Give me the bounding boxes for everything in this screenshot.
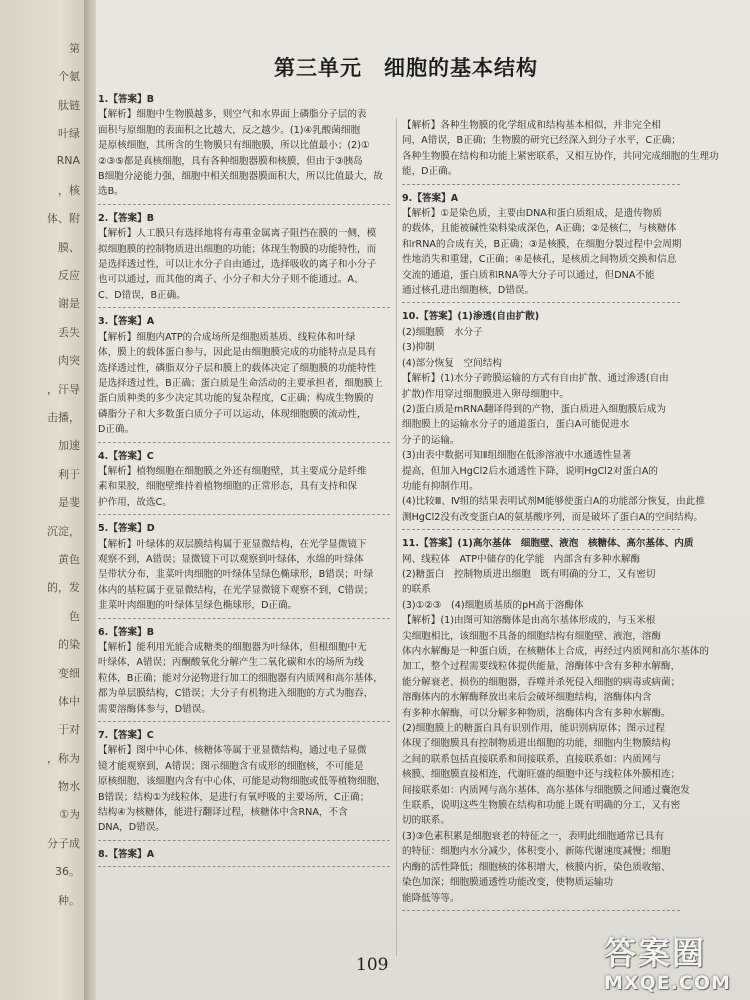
answer-text-line: 6.【答案】B — [98, 626, 155, 638]
answer-item — [98, 728, 390, 841]
answer-item — [98, 521, 390, 618]
answer-text-line: 尖细胞相比，该细胞不具备的细胞结构有细胞壁、液泡，溶酶 — [402, 630, 662, 642]
left-page-fragment: 膜、 — [58, 240, 80, 254]
answer-text-line: 【解析】细胞内ATP的合成场所是细胞质基质、线粒体和叶绿 — [98, 331, 356, 343]
answer-text-line: 网、线粒体 ATP中储存的化学能 内部含有多种水解酶 — [402, 553, 641, 565]
dashed-separator — [98, 840, 390, 841]
answer-text-line: 需要溶酶体参与，D错误。 — [98, 703, 211, 715]
answer-text-line: (2)细胞膜 水分子 — [402, 326, 483, 338]
answer-text-line: (4)比较Ⅲ、Ⅳ组的结果表明试剂M能够使蛋白A的功能部分恢复，由此推 — [402, 496, 705, 508]
left-page-fragment: 种。 — [58, 893, 80, 907]
left-page-fragment: 第 — [69, 42, 80, 55]
left-page-fragment: ，称为 — [47, 751, 80, 765]
answer-text-line: 4.【答案】C — [98, 450, 154, 462]
left-page-fragment: ，汗导 — [47, 382, 80, 396]
left-page-fragment: 沉淀， — [47, 524, 80, 538]
dashed-separator — [402, 184, 680, 185]
answer-text-line: 选择透过性，磷脂双分子层和膜上的载体决定了细胞膜的功能特性 — [98, 362, 377, 374]
answer-text-line: 内酶的活性降低；细胞核的体积增大，核膜内折，染色质收缩、 — [402, 861, 671, 873]
dashed-separator — [402, 910, 680, 911]
left-page-fragment: 击播， — [47, 411, 80, 425]
answer-item — [402, 309, 705, 530]
answer-text-line: 【解析】(1)水分子跨膜运输的方式有自由扩散、通过渗透(自由 — [402, 373, 669, 385]
left-page-fragment: 谢是 — [58, 297, 80, 311]
answer-item — [98, 92, 390, 205]
left-page-fragment: 是斐 — [58, 496, 80, 510]
page-title: 第三单元 细胞的基本结构 — [274, 55, 538, 80]
answer-text-line: (4)部分恢复 空间结构 — [402, 357, 502, 369]
left-page-fragment: 黄色 — [58, 552, 80, 566]
watermark-top-text: 答案圈 — [604, 934, 707, 972]
answer-text-line: 提高，但加入HgCl2后水通透性下降，说明HgCl2对蛋白A的 — [402, 465, 658, 477]
answer-text-line: 同，A错误，B正确；生物膜的研究已经深入到分子水平，C正确； — [402, 135, 681, 147]
answer-text-line: 测HgCl2没有改变蛋白A的氨基酸序列，而是破坏了蛋白A的空间结构。 — [402, 511, 703, 523]
column-divider — [396, 118, 397, 956]
answer-text-line: 也可以通过，而其他的离子、小分子和大分子则不能通过。A、 — [98, 274, 364, 286]
answer-text-line: 通过核孔进出细胞核，D错误。 — [402, 285, 535, 297]
answer-text-line: 观察不到，A错误；显微镜下可以观察到叶绿体，水绵的叶绿体 — [98, 553, 364, 565]
answer-text-line: 【解析】植物细胞在细胞膜之外还有细胞壁，其主要成分是纤维 — [98, 465, 367, 477]
answer-text-line: 素和果胶，细胞壁维持着植物细胞的正常形态，具有支持和保 — [98, 481, 358, 493]
left-page-fragment: 叶绿 — [58, 127, 80, 141]
answer-text-line: 加工，整个过程需要线粒体提供能量，溶酶体中含有多种水解酶， — [402, 661, 681, 673]
answer-text-line: 【解析】能利用光能合成糖类的细胞器为叶绿体，但根细胞中无 — [98, 642, 367, 653]
dashed-separator — [98, 618, 390, 619]
answer-text-line: 【解析】图中中心体、核糖体等属于亚显微结构，通过电子显微 — [98, 745, 367, 757]
answer-text-line: 10.【答案】(1)渗透(自由扩散) — [402, 311, 540, 323]
page-number: 109 — [356, 955, 389, 975]
answer-text-line: 呈带状分布，韭菜叶肉细胞的叶绿体呈绿色椭球形，B错误；叶绿 — [98, 569, 374, 581]
answer-text-line: 体现了细胞膜具有控制物质进出细胞的功能，细胞内生物膜结构 — [402, 738, 671, 750]
answer-text-line: (3)由表中数据可知Ⅱ组细胞在低渗溶液中水通透性显著 — [402, 450, 632, 462]
left-page-fragment: 肽链 — [58, 98, 80, 112]
answer-text-line: 能，D正确。 — [402, 166, 458, 178]
answer-text-line: 7.【答案】C — [98, 730, 154, 742]
answer-text-line: 扩散)作用穿过细胞膜进入卵母细胞中。 — [402, 388, 569, 400]
dashed-separator — [402, 302, 680, 303]
answer-text-line: 结构④为核糖体，能进行翻译过程，核糖体中含RNA，不含 — [98, 807, 348, 819]
left-page-fragment: 利于 — [58, 467, 80, 481]
left-page-fragment: 丢失 — [58, 325, 80, 339]
answer-text-line: 原核细胞，该细胞内含有中心体，可能是动物细胞或低等植物细胞， — [98, 776, 386, 788]
left-page-fragment: 分子成 — [47, 836, 80, 850]
answer-text-line: 是原核细胞，其所含的生物膜只有细胞膜，所以比值最小；(2)① — [98, 140, 370, 152]
answer-text-line: 韭菜叶肉细胞的叶绿体呈绿色椭球形，D正确。 — [98, 600, 298, 612]
answer-item — [98, 625, 390, 722]
answer-item — [98, 847, 390, 867]
answer-text-line: 都为单层膜结构，C错误；大分子有机物进入细胞的方式为胞吞， — [98, 688, 374, 700]
answer-text-line: C、D错误，B正确。 — [98, 289, 186, 301]
left-page-fragment: 的染 — [58, 638, 80, 652]
answer-text-line: 溶酶体内的水解酶释放出来后会破坏细胞结构，溶酶体内含 — [402, 692, 652, 704]
dashed-separator — [98, 514, 390, 515]
answer-item — [402, 118, 719, 185]
answer-text-line: 之间的联系包括直接联系和间接联系，直接联系如：内质网与 — [402, 753, 662, 765]
left-answer-column — [98, 92, 390, 873]
dashed-separator — [98, 866, 390, 867]
answer-text-line: 【解析】叶绿体的双层膜结构属于亚显微结构，在光学显微镜下 — [98, 538, 367, 550]
answer-text-line: 核膜、细胞膜直接相连，代谢旺盛的细胞中还与线粒体外膜相连； — [402, 769, 681, 781]
watermark-bottom-text: MXQE.COM — [604, 972, 731, 994]
answer-text-line: B错误；结构①为线粒体，是进行有氧呼吸的主要场所，C正确； — [98, 791, 370, 803]
answer-text-line: 9.【答案】A — [402, 192, 459, 204]
answer-text-line: 性地消失和重建，C正确；④是核孔，是核质之间物质交换和信息 — [402, 254, 677, 266]
answer-text-line: 的联系 — [402, 584, 431, 596]
left-page-fragment: RNA — [56, 153, 80, 167]
dashed-separator — [98, 307, 390, 308]
right-answer-column — [402, 118, 719, 917]
answer-text-line: 护作用，故选C。 — [98, 496, 172, 508]
answer-item — [98, 449, 390, 516]
left-page-fragment: 变细 — [58, 666, 80, 680]
answer-text-line: 体内的基粒属于亚显微结构，在光学显微镜下观察不到，C错误； — [98, 584, 374, 596]
answer-text-line: 细胞膜上的运输水分子的通道蛋白，蛋白A可能促进水 — [402, 419, 630, 431]
textbook-page — [96, 0, 750, 1000]
answer-text-line: 是选择透过性，B正确；蛋白质是生命活动的主要承担者，细胞膜上 — [98, 377, 383, 389]
answer-text-line: 【解析】(1)由图可知溶酶体是由高尔基体形成的，与玉米根 — [402, 615, 656, 627]
left-page-fragment: 于对 — [58, 723, 80, 737]
answer-text-line: 能分解衰老、损伤的细胞器，吞噬并杀死侵入细胞的病毒或病菌； — [402, 676, 681, 688]
answer-text-line: (2)糖蛋白 控制物质进出细胞 既有明确的分工，又有密切 — [402, 568, 656, 580]
answer-text-line: 切的联系。 — [402, 815, 450, 827]
answer-text-line: 间接联系如：内质网与高尔基体、高尔基体与细胞膜之间通过囊泡发 — [402, 784, 690, 796]
left-page-fragment: 反应 — [58, 269, 80, 283]
answer-text-line: 面积与原细胞的表面积之比越大，反之越少。(1)④乳酸菌细胞 — [98, 124, 361, 136]
answer-text-line: 能降低等等。 — [402, 892, 460, 904]
answer-text-line: (3)抑制 — [402, 342, 435, 354]
answer-text-line: 粒体，B正确；能对分泌物进行加工的细胞器有内质网和高尔基体， — [98, 672, 383, 684]
answer-text-line: D正确。 — [98, 424, 135, 436]
answer-text-line: 3.【答案】A — [98, 316, 155, 328]
watermark-logo — [604, 928, 744, 994]
left-page-fragment: 肉突 — [58, 354, 80, 368]
answer-text-line: 的特征：细胞内水分减少，体积变小，新陈代谢速度减慢；细胞 — [402, 846, 671, 858]
answer-text-line: 2.【答案】B — [98, 212, 155, 224]
left-page-fragment: ①为 — [59, 808, 80, 822]
left-page-fragment: 个氨 — [58, 70, 80, 84]
answer-text-line: (2)细胞膜上的糖蛋白具有识别作用，能识别病原体；图示过程 — [402, 723, 666, 735]
answer-text-line: 拟细胞膜的控制物质进出细胞的功能；体现生物膜的功能特性，而 — [98, 243, 377, 255]
answer-text-line: (3)③色素积累是细胞衰老的特征之一，表明此细胞通常已具有 — [402, 830, 665, 842]
answer-text-line: (3)①②③ (4)细胞质基质的pH高于溶酶体 — [402, 599, 584, 611]
answer-text-line: 【解析】各种生物膜的化学组成和结构基本相似，并非完全相 — [402, 120, 662, 131]
answer-text-line: 蛋白质种类的多少决定其功能的复杂程度，C正确；构成生物膜的 — [98, 393, 374, 405]
answer-text-line: ②③⑤都是真核细胞，具有各种细胞器膜和核膜，但由于③胰岛 — [98, 155, 363, 167]
left-page-fragment: 体中 — [58, 694, 80, 708]
answer-item — [98, 314, 390, 442]
answer-text-line: 生联系，说明这些生物膜在结构和功能上既有明确的分工，又有密 — [402, 800, 681, 812]
answer-text-line: 选B。 — [98, 186, 124, 198]
answer-text-line: 是选择透过性，可以让水分子自由通过，选择吸收的离子和小分子 — [98, 259, 377, 271]
answer-text-line: 8.【答案】A — [98, 848, 155, 860]
dashed-separator — [402, 529, 680, 530]
answer-item — [98, 211, 390, 308]
answer-item — [402, 191, 680, 304]
answer-text-line: 交流的通道，蛋白质和RNA等大分子可以通过，但DNA不能 — [402, 269, 655, 281]
answer-text-line: 11.【答案】(1)高尔基体 细胞壁、液泡 核糖体、高尔基体、内质 — [402, 538, 694, 550]
answer-text-line: 体，膜上的载体蛋白参与，因此是由细胞膜完成的功能特点是具有 — [98, 347, 377, 359]
answer-text-line: DNA，D错误。 — [98, 822, 165, 834]
answer-text-line: 5.【答案】D — [98, 523, 155, 535]
answer-text-line: 1.【答案】B — [98, 94, 155, 105]
answer-text-line: 叶绿体，A错误；丙酮酸氧化分解产生二氧化碳和水的场所为线 — [98, 657, 364, 669]
answer-text-line: 【解析】人工膜只有选择地将有毒重金属离子阻挡在膜的一侧，模 — [98, 228, 377, 240]
answer-text-line: 的载体，且能被碱性染料染成深色，A正确；②是核仁，与核糖体 — [402, 223, 677, 235]
answer-text-line: (2)蛋白质是mRNA翻译得到的产物，蛋白质进入细胞膜后成为 — [402, 403, 666, 415]
answer-text-line: 和rRNA的合成有关，B正确；③是核膜，在细胞分裂过程中会周期 — [402, 238, 682, 250]
left-page-fragment: 的，发 — [47, 581, 80, 595]
answer-text-line: 分子的运输。 — [402, 434, 460, 446]
answer-text-line: 各种生物膜在结构和功能上紧密联系，又相互协作，共同完成细胞的生理功 — [402, 150, 719, 162]
answer-item — [402, 536, 709, 911]
left-page-fragment: 体、附 — [47, 212, 80, 226]
answer-text-line: 功能有抑制作用。 — [402, 480, 479, 492]
dashed-separator — [98, 721, 390, 722]
left-page-fragment: 物水 — [58, 780, 80, 794]
answer-text-line: 【解析】细胞中生物膜越多，则空气和水界面上磷脂分子层的表 — [98, 109, 367, 121]
previous-page-edge — [0, 0, 88, 1000]
answer-text-line: 镜才能观察到，A错误；图示细胞含有成形的细胞核，不可能是 — [98, 760, 364, 772]
answer-text-line: 【解析】①是染色质，主要由DNA和蛋白质组成，是遗传物质 — [402, 208, 662, 220]
left-page-fragment: 色 — [69, 609, 80, 623]
answer-text-line: 磷脂分子和大多数蛋白质分子可以运动，体现细胞膜的流动性， — [98, 408, 367, 420]
answer-text-line: 体内水解酶是一种蛋白质，在核糖体上合成，再经过内质网和高尔基体的 — [402, 646, 709, 657]
dashed-separator — [98, 204, 390, 205]
left-page-fragment: ，核 — [58, 183, 80, 197]
dashed-separator — [98, 442, 390, 443]
left-page-fragment: 加速 — [58, 439, 80, 453]
left-page-fragment: 36。 — [55, 865, 80, 879]
answer-text-line: B细胞分泌能力强，细胞中相关细胞器膜面积大，所以比值最大，故 — [98, 171, 383, 183]
answer-text-line: 染色加深；细胞膜通透性功能改变，使物质运输功 — [402, 877, 614, 889]
answer-text-line: 有多种水解酶，可以分解多种物质，溶酶体内含有多种水解酶。 — [402, 707, 671, 719]
